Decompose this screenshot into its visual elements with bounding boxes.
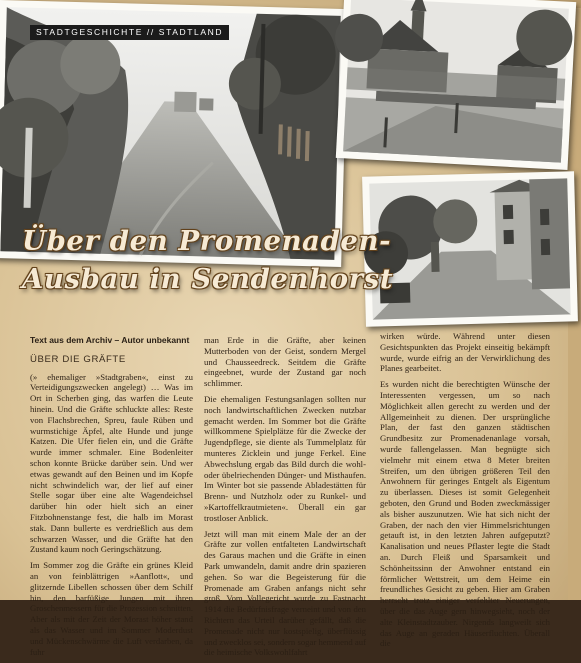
paragraph: Die ehemaligen Festungsanlagen sollten nur noch landwirtschaftlichen Zwecken nutzbar gemacht werden. Im Sommer bot die Gräfte willkommene Spielplätze für die Zwecke der Jugendpflege, sie diente als Tummelplatz für munteres Zicklein und junge Ferkel. Eine Abwechslung ergab das Bild durch die wohl- oder übelriechenden Dünger- und Misthaufen. Im Winter bot sie passende Abladestätten für Brenn- und Nutzholz oder zu Runkel- und »Kartoffelkrautmieten«. Überall ein gar trostloser Anblick. [204, 393, 366, 523]
title-line-2: Ausbau in Sendenhorst [22, 263, 394, 295]
paragraph: Jetzt will man mit einem Male der an der Gräfte zur vollen entfalteten Landwirtschaft des Garaus machen und die Gräfte in einen Park umwandeln, damit andre drin spazieren gehen. So war die Begeisterung für die Promenade am Graben anfangs nicht sehr groß. Vom Vollegericht wurde zu Fastnacht 1914 die Bedürfnisfrage verneint und von den Richtern das Urteil darüber gefällt, daß die Promenade nicht nur kostspielig, überflüssig und zwecklos sei, sondern sogar hemmend auf die heimische Volkswohlfahrt [204, 528, 366, 658]
title-line-1: Über den Promenaden- [22, 225, 392, 257]
text-column-3 [380, 331, 550, 654]
street-photo-church [336, 0, 576, 170]
paragraph: Es wurden nicht die berechtigten Wünsche der Interessenten vergessen, um so nach Möglichkeit allen gerecht zu werden und der Allgemeinheit zu dienen. Der ursprüngliche Plan, der fast den ganzen städtischen Grundbesitz zur Promenadenanlage vorsah, wurde fallengelassen. Man begnügte sich vielmehr mit einem etwa 8 Meter breiten Streifen, um den übrigen größeren Teil den Anwohnern für geringes Entgelt als Eigentum zu überlassen. Dieses ist somit Gelegenheit geboten, den Grund und Boden zweckmässiger als bisher auszunutzen. Wie hat sich nicht der Graben, der nach den vier Himmelsrichtungen getauft ist, in den letzten Jahren aufgeputzt? Kanalisation und neues Pflaster legte die Stadt an. Durch Fleiß und Sparsamkeit und Schönheitssinn der Anwohner entstand ein förmlicher Wettstreit, um dem Heime ein freundliches Gesicht zu geben. Hier am Graben herrscht trotz einiger verfehlter Neuerungen, über die das Auge gern hinwegsieht, noch der alte Kleinstadtzauber. Nirgends langweilt sich das Auge an geraden Häuserfluchten. Überall die [380, 379, 550, 649]
paragraph: (» ehemaliger »Stadtgraben«, einst zu Verteidigungszwecken angelegt) … Was im Ort in Scherben ging, das warfen die Leute hinein. Und die Gräfte schluckte alles: Reste von Flachsbrechen, Spreu, faule Rüben und wurmstichige Äpfel, alte Hunde und junge Katzen. Die Ufer fielen ein, und die Gräfte wurde immer schmaler. Eine Bodenleiter schon konnte Brücke darüber sein. Und wer etwas gewandt auf den Beinen und im Kopfe nicht schwindelich war, der lief auf einer Stelle sogar über eine alte Wagendeichsel darüber hin oder hielt sich an einer Fitzbohnenstange fest, die halb im Morast stak. Dann bullerte es verdrießlich aus dem schwarzen Wasser, und die Gräfte hat den Zustand kaum noch Geringschätzung. [30, 371, 193, 555]
text-column-1 [30, 335, 193, 662]
subheading: ÜBER DIE GRÄFTE [30, 353, 126, 365]
section-kicker: STADTGESCHICHTE // STADTLAND [30, 25, 229, 40]
paragraph: Im Sommer zog die Gräfte ein grünes Kleid an von feinblättrigen »Aanflott«, und glitzernde Libellen schossen über dem Schilf hin, den barfüßige Jungen mit ihren Groschenmessern für die Prozession schnitten. Aber als mit der Zeit der Morast höher stand als das Wasser und im Sommer Moderdust und Mückenschwärme die Luft verdarben, da fuhr [30, 560, 193, 657]
text-column-2 [204, 335, 366, 663]
byline: Text aus dem Archiv – Autor unbekannt [30, 335, 190, 345]
paragraph: wirken würde. Während unter diesen Gesichtspunkten das Projekt einseitig bekämpft wurde, wurde eifrig an der Verwirklichung des Planes gearbeitet. [380, 331, 550, 374]
paragraph: man Erde in die Gräfte, aber keinen Mutterboden von der Geist, sondern Mergel und Chausseedreck. Seitdem die Gräfte eingeebnet, wurde der Zustand gar noch schlimmer. [204, 335, 366, 389]
page-title [22, 222, 442, 298]
